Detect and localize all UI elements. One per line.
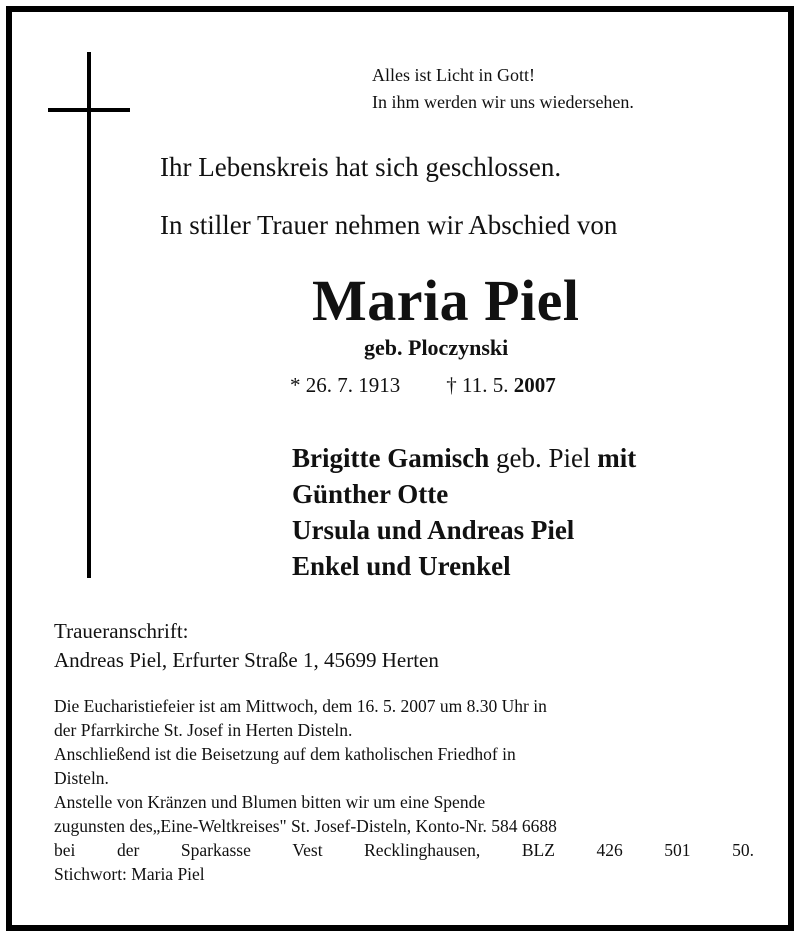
mourner-line: Enkel und Urenkel [292, 551, 511, 581]
mourning-address [54, 617, 439, 675]
birth-date: * 26. 7. 1913 [290, 373, 401, 397]
intro-line-1: Ihr Lebenskreis hat sich geschlossen. [160, 152, 562, 182]
notes-line: Disteln. [54, 768, 109, 788]
motto [372, 62, 634, 116]
notes-line: Stichwort: Maria Piel [54, 864, 205, 884]
address-label: Traueranschrift: [54, 619, 189, 643]
mourner-line: Ursula und Andreas Piel [292, 515, 575, 545]
life-dates [290, 373, 556, 398]
notes-line: der Pfarrkirche St. Josef in Herten Disteln. [54, 720, 353, 740]
notes-line: Anschließend ist die Beisetzung auf dem katholischen Friedhof in [54, 744, 516, 764]
mourner-line: Brigitte Gamisch geb. Piel mit [292, 443, 637, 473]
mourners-list [292, 440, 636, 584]
intro-line-2: In stiller Trauer nehmen wir Abschied von [160, 210, 618, 240]
notes-line: Anstelle von Kränzen und Blumen bitten wir um eine Spende [54, 792, 486, 812]
death-date: † 11. 5. 2007 [446, 373, 556, 397]
service-notes [54, 694, 754, 886]
death-year: 2007 [513, 373, 556, 397]
notes-line: zugunsten des„Eine-Weltkreises" St. Josef-Disteln, Konto-Nr. 584 6688 [54, 816, 557, 836]
maiden-name: geb. Ploczynski [364, 335, 509, 360]
notes-line: Die Eucharistiefeier ist am Mittwoch, dem 16. 5. 2007 um 8.30 Uhr in [54, 696, 547, 716]
motto-line-1: Alles ist Licht in Gott! [372, 65, 535, 85]
notes-line-bank: bei der Sparkasse Vest Recklinghausen, BLZ 426 501 50. [54, 840, 754, 860]
deceased-name: Maria Piel [312, 268, 580, 333]
mourner-line: Günther Otte [292, 479, 449, 509]
obituary-notice [6, 6, 794, 931]
cross-icon-bar [48, 108, 130, 112]
motto-line-2: In ihm werden wir uns wiedersehen. [372, 92, 634, 112]
cross-icon [87, 52, 91, 578]
address-value: Andreas Piel, Erfurter Straße 1, 45699 Herten [54, 648, 439, 672]
